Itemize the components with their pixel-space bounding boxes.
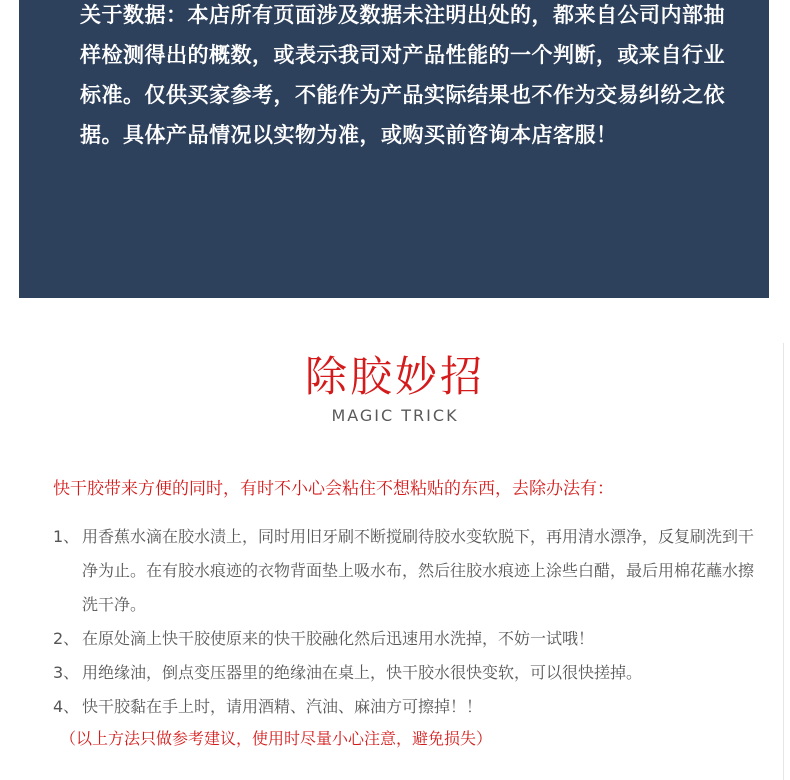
tip-number: 4、 <box>53 697 80 716</box>
tip-number: 3、 <box>53 663 80 682</box>
tip-item <box>53 622 763 656</box>
tip-number: 1、 <box>53 527 80 546</box>
tip-item <box>53 520 763 622</box>
data-disclaimer-panel <box>19 0 769 298</box>
section-title: 除胶妙招 <box>304 352 485 401</box>
intro-text: 快干胶带来方便的同时，有时不小心会粘住不想粘贴的东西，去除办法有： <box>53 479 614 499</box>
closing-note: （以上方法只做参考建议，使用时尽量小心注意，避免损失） <box>60 729 493 748</box>
tip-item <box>53 690 763 724</box>
tip-number: 2、 <box>53 629 80 648</box>
tip-text: 在原处滴上快干胶使原来的快干胶融化然后迅速用水洗掉，不妨一试哦！ <box>82 629 595 648</box>
tip-text: 用香蕉水滴在胶水渍上，同时用旧牙刷不断搅刷待胶水变软脱下，再用清水漂净，反复刷洗到干净为止。在有胶水痕迹的衣物背面垫上吸水布，然后往胶水痕迹上涂些白醋，最后用棉花蘸水擦洗干净。 <box>82 527 755 614</box>
section-subtitle: MAGIC TRICK <box>331 406 459 425</box>
tip-text: 用绝缘油，倒点变压器里的绝缘油在桌上，快干胶水很快变软，可以很快搓掉。 <box>82 663 643 682</box>
glue-removal-tips-list <box>53 520 763 724</box>
tip-text: 快干胶黏在手上时，请用酒精、汽油、麻油方可擦掉！！ <box>82 697 483 716</box>
data-disclaimer-text: 关于数据：本店所有页面涉及数据未注明出处的，都来自公司内部抽样检测得出的概数，或表示我司对产品性能的一个判断，或来自行业标准。仅供买家参考，不能作为产品实际结果也不作为交易纠纷之依据。具体产品情况以实物为准，或购买前咨询本店客服！ <box>80 3 725 147</box>
tip-item <box>53 656 763 690</box>
